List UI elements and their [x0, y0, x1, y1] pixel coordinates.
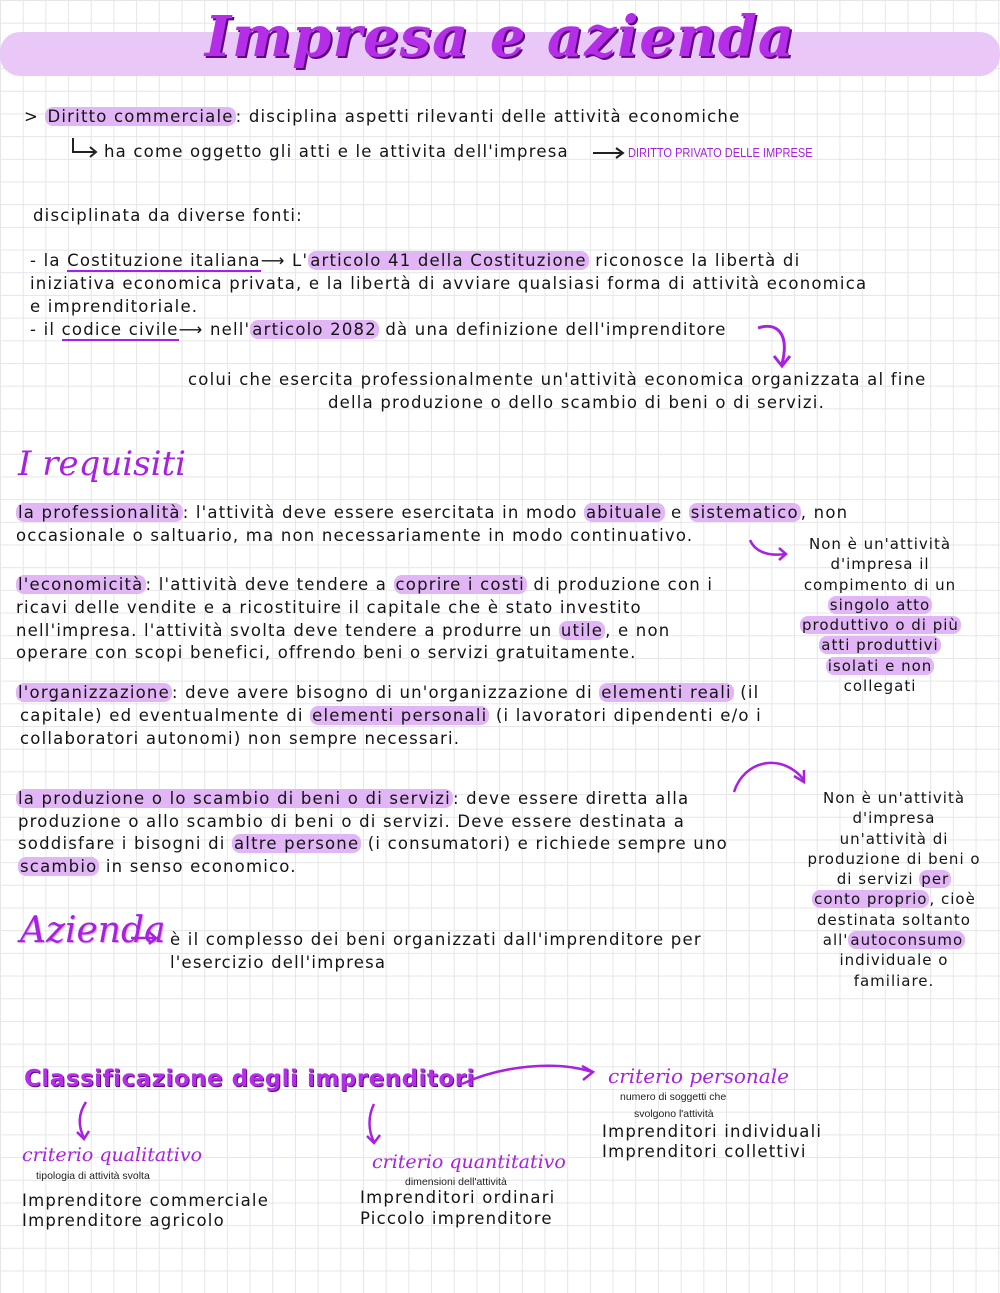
side-note-atto-isolato	[800, 534, 960, 696]
req-text: capitale) ed eventualmente di	[20, 706, 311, 725]
abituale-term: abituale	[585, 503, 663, 522]
fonti-dash: - il	[30, 320, 62, 339]
fonti-dash: - la	[30, 251, 68, 270]
criterio-personale-item: Imprenditori individuali	[602, 1122, 823, 1141]
intro-sub-line: ha come oggetto gli atti e le attivita dell'impresa	[104, 142, 569, 161]
req-text: (i consumatori) e richiede sempre uno	[361, 834, 728, 853]
diritto-commerciale-term: Diritto commerciale	[47, 107, 234, 126]
intro-text: : disciplina aspetti rilevanti delle attività economiche	[235, 107, 741, 126]
side-note-line: all'	[822, 931, 849, 950]
produzione-line-1	[16, 787, 689, 810]
curved-arrow-icon	[756, 322, 796, 372]
economicita-term: l'economicità	[18, 575, 144, 594]
criterio-qualitativo-title: criterio qualitativo	[22, 1144, 203, 1166]
right-arrow-icon	[592, 146, 626, 160]
criterio-qualitativo-subtitle: tipologia di attività svolta	[36, 1170, 150, 1182]
down-arrow-icon	[364, 1102, 384, 1146]
side-note-line: , cioè	[929, 890, 976, 909]
side-note-line: collegati	[843, 677, 917, 696]
produzione-line-3	[18, 832, 728, 855]
articolo-41-term: articolo 41 della Costituzione	[310, 251, 587, 270]
professionalita-line-1	[16, 501, 848, 524]
produzione-line-2: produzione o allo scambio di beni o di servizi. Deve essere destinata a	[18, 812, 686, 831]
professionalita-term: la professionalità	[18, 503, 181, 522]
fonti-heading: disciplinata da diverse fonti:	[33, 206, 303, 225]
conto-proprio-term: conto proprio	[814, 890, 928, 909]
req-text: : l'attività deve essere esercitata in modo	[182, 503, 584, 522]
req-text: e	[664, 503, 689, 522]
requisiti-heading: I requisiti	[18, 444, 187, 484]
side-note-line: d'impresa	[852, 809, 936, 828]
curved-arrow-icon	[730, 756, 810, 796]
fonti-text: riconosce la libertà di	[588, 251, 801, 270]
elementi-reali-term: elementi reali	[601, 683, 732, 702]
coprire-costi-term: coprire i costi	[395, 575, 525, 594]
articolo-2082-term: articolo 2082	[252, 320, 377, 339]
curved-arrow-icon	[460, 1062, 600, 1090]
criterio-personale-subtitle-2: svolgono l'attività	[634, 1108, 714, 1120]
side-note-line: familiare.	[853, 971, 935, 990]
elementi-personali-term: elementi personali	[312, 706, 488, 725]
utile-term: utile	[560, 621, 604, 640]
fonti-line-4	[30, 318, 727, 341]
fonti-text: L'	[285, 251, 309, 270]
definizione-line-1: colui che esercita professionalmente un'attività economica organizzata al fine	[188, 370, 927, 389]
side-note-line: produzione di beni o	[807, 849, 981, 868]
fonti-line-1	[30, 249, 800, 272]
hook-arrow-icon	[70, 136, 100, 158]
organizzazione-line-3: collaboratori autonomi) non sempre necessari.	[20, 729, 461, 748]
page-title: Impresa e azienda	[204, 4, 796, 70]
criterio-qualitativo-item: Imprenditore agricolo	[22, 1211, 225, 1230]
organizzazione-term: l'organizzazione	[18, 683, 170, 702]
singolo-atto-term: singolo atto	[829, 595, 931, 614]
req-text: , e non	[605, 621, 671, 640]
req-text: soddisfare i bisogni di	[18, 834, 232, 853]
side-note-line: Non è un'attività	[822, 789, 966, 807]
req-text: : deve avere bisogno di un'organizzazione di	[171, 683, 600, 702]
criterio-quantitativo-item: Piccolo imprenditore	[360, 1209, 553, 1228]
definizione-line-2: della produzione o dello scambio di beni o di servizi.	[328, 393, 826, 412]
req-text: : l'attività deve tendere a	[145, 575, 394, 594]
criterio-personale-item: Imprenditori collettivi	[602, 1142, 807, 1161]
economicita-line-3	[16, 619, 670, 642]
sistematico-term: sistematico	[690, 503, 799, 522]
fonti-line-3: e imprenditoriale.	[30, 297, 199, 316]
criterio-quantitativo-title: criterio quantitativo	[372, 1151, 566, 1173]
side-note-line: un'attività di	[839, 829, 949, 848]
right-arrow-icon	[130, 928, 160, 948]
req-text: : deve essere diretta alla	[452, 789, 690, 808]
side-note-line: Non è un'attività	[808, 535, 952, 553]
criterio-quantitativo-subtitle: dimensioni dell'attività	[405, 1176, 507, 1188]
intro-line	[24, 105, 740, 128]
azienda-line-2: l'esercizio dell'impresa	[170, 953, 387, 972]
altre-persone-term: altre persone	[234, 834, 360, 853]
criterio-quantitativo-item: Imprenditori ordinari	[360, 1188, 556, 1207]
arrow-glyph: ⟶	[260, 251, 286, 270]
arrow-glyph: ⟶	[178, 320, 204, 339]
professionalita-line-2: occasionale o saltuario, ma non necessariamente in modo continuativo.	[16, 526, 694, 545]
req-text: di produzione con i	[526, 575, 714, 594]
classificazione-heading: Classificazione degli imprenditori	[24, 1066, 475, 1092]
economicita-line-2: ricavi delle vendite e a ricostituire il capitale che è stato investito	[16, 598, 642, 617]
atti-produttivi-term: atti produttivi	[821, 636, 939, 655]
fonti-text: dà una definizione dell'imprenditore	[378, 320, 727, 339]
req-text: (il	[733, 683, 760, 702]
criterio-qualitativo-item: Imprenditore commerciale	[22, 1191, 270, 1210]
produzione-term: la produzione o lo scambio di beni o di servizi	[18, 789, 451, 808]
req-text: (i lavoratori dipendenti e/o i	[489, 706, 762, 725]
produttivo-term: produttivo o di più	[802, 616, 959, 635]
side-note-line: d'impresa il	[830, 555, 930, 574]
azienda-line-1: è il complesso dei beni organizzati dall'imprenditore per	[170, 930, 702, 949]
req-text: nell'impresa. l'attività svolta deve tendere a produrre un	[16, 621, 559, 640]
economicita-line-1	[16, 573, 713, 596]
side-note-line: compimento di un	[803, 575, 957, 594]
side-note-conto-proprio	[800, 788, 988, 991]
per-term: per	[921, 870, 950, 889]
req-text: in senso economico.	[99, 857, 297, 876]
autoconsumo-term: autoconsumo	[850, 931, 964, 950]
down-arrow-icon	[74, 1100, 94, 1142]
curved-arrow-icon	[748, 536, 790, 562]
produzione-line-4	[18, 855, 297, 878]
side-note-line: destinata soltanto	[817, 910, 971, 929]
codice-civile-term: codice civile	[61, 320, 179, 339]
side-note-line: individuale o	[839, 951, 949, 970]
organizzazione-line-1	[16, 681, 759, 704]
req-text: , non	[800, 503, 849, 522]
isolati-term: isolati e non	[827, 656, 933, 675]
azienda-heading: Azienda	[20, 910, 166, 951]
economicita-line-4: operare con scopi benefici, offrendo beni o servizi gratuitamente.	[16, 643, 637, 662]
fonti-line-2: iniziativa economica privata, e la libertà di avviare qualsiasi forma di attività economica	[30, 274, 868, 293]
fonti-text: nell'	[203, 320, 251, 339]
criterio-personale-subtitle-1: numero di soggetti che	[620, 1091, 727, 1103]
organizzazione-line-2	[20, 704, 762, 727]
scambio-term: scambio	[20, 857, 98, 876]
diritto-privato-tag: DIRITTO PRIVATO DELLE IMPRESE	[628, 145, 813, 160]
criterio-personale-title: criterio personale	[608, 1064, 789, 1088]
bullet-marker: >	[24, 107, 40, 126]
costituzione-term: Costituzione italiana	[67, 251, 261, 270]
side-note-line: di servizi	[836, 870, 920, 889]
